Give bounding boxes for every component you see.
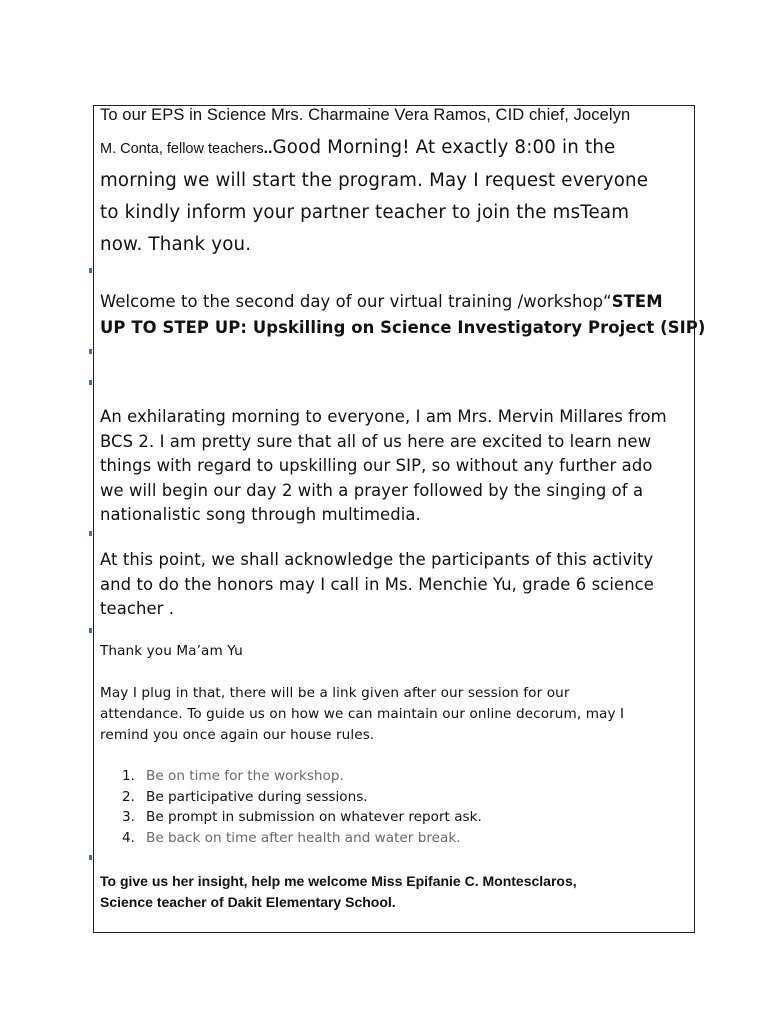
rule-item: Be prompt in submission on whatever report ask. <box>146 809 482 825</box>
intro-line-4: to kindly inform your partner teacher to join the msTeam <box>100 202 630 223</box>
paragraph-marker <box>89 349 92 354</box>
plug-line-2: attendance. To guide us on how we can maintain our online decorum, may I <box>100 706 625 722</box>
rule-item: Be back on time after health and water break. <box>146 830 461 846</box>
rule-number: 1. <box>122 768 135 784</box>
intro-line-3: morning we will start the program. May I request everyone <box>100 170 649 191</box>
paragraph-marker <box>89 855 92 860</box>
plug-line-3: remind you once again our house rules. <box>100 727 375 743</box>
intro-line-5: now. Thank you. <box>100 234 252 255</box>
closing-line-1: To give us her insight, help me welcome Miss Epifanie C. Montesclaros, <box>100 873 577 889</box>
morning-line-3: things with regard to upskilling our SIP, so without any further ado <box>100 456 653 475</box>
rule-number: 3. <box>122 809 135 825</box>
acknowledge-line-2: and to do the honors may I call in Ms. Menchie Yu, grade 6 science <box>100 575 654 594</box>
welcome-line-1 <box>100 292 663 311</box>
welcome-line-1-bold: STEM <box>611 292 663 311</box>
morning-line-5: nationalistic song through multimedia. <box>100 505 421 524</box>
paragraph-marker <box>89 268 92 273</box>
intro-line-2 <box>100 137 615 158</box>
welcome-line-2: UP TO STEP UP: Upskilling on Science Investigatory Project (SIP) <box>100 318 706 337</box>
welcome-line-1-prefix: Welcome to the second day of our virtual training /workshop“ <box>100 292 612 311</box>
thanks-line: Thank you Ma’am Yu <box>100 643 243 659</box>
rule-number: 2. <box>122 789 135 805</box>
closing-line-2: Science teacher of Dakit Elementary School. <box>100 894 396 910</box>
paragraph-marker <box>89 531 92 536</box>
paragraph-marker <box>89 380 92 385</box>
morning-line-4: we will begin our day 2 with a prayer followed by the singing of a <box>100 481 644 500</box>
rule-number: 4. <box>122 830 135 846</box>
intro-line-2-dots: .. <box>263 140 273 157</box>
rule-item: Be on time for the workshop. <box>146 768 344 784</box>
intro-line-2-prefix: M. Conta, fellow teachers <box>100 141 264 157</box>
acknowledge-line-3: teacher . <box>100 599 175 618</box>
acknowledge-line-1: At this point, we shall acknowledge the participants of this activity <box>100 550 654 569</box>
plug-line-1: May I plug in that, there will be a link given after our session for our <box>100 685 570 701</box>
rule-item: Be participative during sessions. <box>146 789 368 805</box>
morning-line-2: BCS 2. I am pretty sure that all of us here are excited to learn new <box>100 432 652 451</box>
paragraph-marker <box>89 628 92 633</box>
morning-line-1: An exhilarating morning to everyone, I am Mrs. Mervin Millares from <box>100 407 667 426</box>
intro-line-2-rest: Good Morning! At exactly 8:00 in the <box>272 137 616 158</box>
intro-line-1: To our EPS in Science Mrs. Charmaine Vera Ramos, CID chief, Jocelyn <box>100 106 631 124</box>
